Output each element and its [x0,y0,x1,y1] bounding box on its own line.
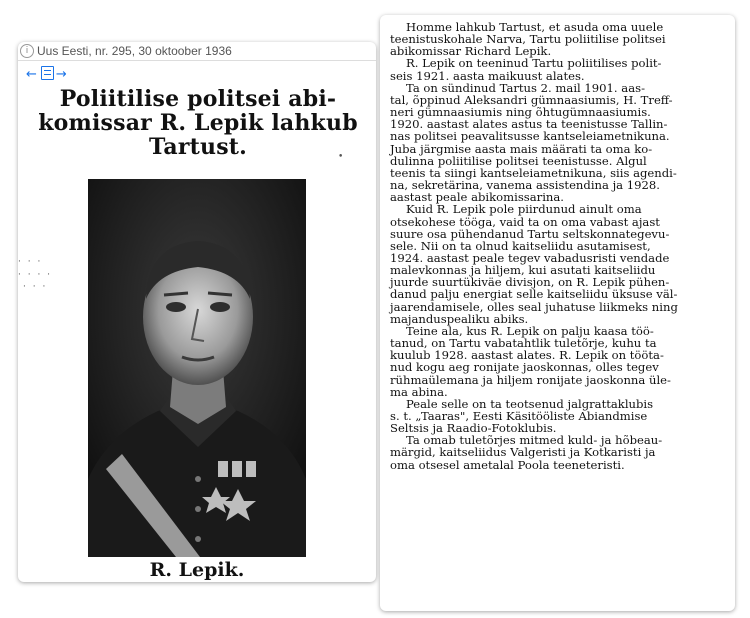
article-line: kuulub 1928. aastast alates. R. Lepik on tööta- [390,348,664,363]
print-speck: · · · [18,257,43,267]
article-paragraph [390,398,726,434]
article-text-panel [380,15,735,611]
article-body [390,21,726,471]
article-line: märgid, kaitseliidus Valgeristi ja Kotkaristi ja [390,445,656,460]
article-line: teenistuskohale Narva, Tartu poliitilise politsei [390,32,666,47]
article-headline [28,87,368,159]
article-line: Seltsis ja Raadio-Fotoklubis. [390,421,557,436]
article-paragraph [390,82,726,204]
article-line: suure osa pühendanud Tartu seltskonnategevu- [390,226,670,241]
article-line: 1920. aastast alates astus ta teenistusse Tallin- [390,117,668,132]
print-speck: · · · · [18,270,53,280]
navigation-controls [26,66,69,82]
info-icon[interactable]: i [20,44,34,58]
article-line: otsekohese tööga, vaid ta on oma vabast ajast [390,214,660,229]
article-line: majanduspealiku abiks. [390,311,529,326]
portrait-photo [88,179,306,557]
headline-line: komissar R. Lepik lahkub [38,110,358,136]
photo-caption: R. Lepik. [149,559,245,581]
next-arrow-icon[interactable]: → [55,67,67,82]
article-line: na, sekretärina, vanema assistendina ja 1928. [390,178,660,193]
article-line: nud kogu aeg ronijate jaoskonnas, olles tegev [390,360,659,375]
article-line: dulinna poliitilise politsei teenistusse. Algul [390,153,647,168]
article-line: Juba järgmise aasta mais määrati ta oma ko- [390,141,653,156]
article-line: Peale selle on ta teotsenud jalgrattaklubis [406,396,654,411]
article-line: abikomissar Richard Lepik. [390,44,552,59]
document-icon[interactable] [41,66,54,80]
article-line: oma otsesel ametalal Poola teeneteristi. [390,457,625,472]
article-line: Homme lahkub Tartust, et asuda oma uuele [406,20,664,34]
article-image-panel [18,42,376,582]
article-line: ma abina. [390,384,448,399]
headline-line: Tartust. [148,134,248,160]
article-paragraph [390,434,726,470]
article-line: R. Lepik on teeninud Tartu poliitilises polit- [406,56,662,71]
article-line: Teine ala, kus R. Lepik on palju kaasa töö- [406,323,654,338]
article-line: neri gümnaasiumis ning õhtugümnaasiumis. [390,105,651,120]
portrait-image [88,179,306,557]
article-line: aastast peale abikomissarina. [390,190,564,205]
article-line: juurde suurtükiväe divisjon, on R. Lepik pühen- [390,275,670,290]
article-paragraph [390,57,726,81]
article-paragraph [390,325,726,398]
article-paragraph [390,21,726,57]
article-line: seis 1921. aasta maikuust alates. [390,68,585,83]
source-bar [18,42,376,61]
article-line: jaarendamisele, olles seal juhatuse liikmeks ning [390,299,678,314]
article-line: Ta on sündinud Tartus 2. mail 1901. aas- [406,80,645,95]
article-line: malevkonnas ja hiljem, kui asutati kaitseliidu [390,263,656,278]
article-line: Kuid R. Lepik pole piirdunud ainult oma [406,202,642,217]
article-line: tanud, on Tartu vabatahtlik tuletõrje, kuhu ta [390,336,657,351]
article-line: rühmaülemana ja hiljem ronijate jaoskonna üle- [390,372,671,387]
article-line: 1924. aastast peale tegev vabadusristi vendade [390,250,670,265]
article-line: danud palju energiat selle kaitseliidu üksuse väl- [390,287,678,302]
article-line: s. t. „Taaras", Eesti Käsitööliste Abiandmise [390,409,648,423]
article-line: Ta omab tuletõrjes mitmed kuld- ja hõbeau- [406,433,663,448]
article-line: teenis ta siingi kantseleiametnikuna, siis agendi- [390,165,677,180]
article-line: nas politsei peavalitsusse kantseleiametnikuna. [390,129,670,144]
headline-line: Poliitilise politsei abi- [59,86,337,112]
previous-arrow-icon[interactable]: ← [26,67,37,82]
article-line: tal, õppinud Aleksandri gümnaasiumis, H. Treff- [390,92,673,107]
article-line: sele. Nii on ta olnud kaitseliidu asutamisest, [390,238,651,253]
article-paragraph [390,203,726,325]
source-citation: Uus Eesti, nr. 295, 30 oktoober 1936 [37,44,232,58]
print-speck: • [338,152,346,162]
print-speck: · · · [23,282,48,292]
